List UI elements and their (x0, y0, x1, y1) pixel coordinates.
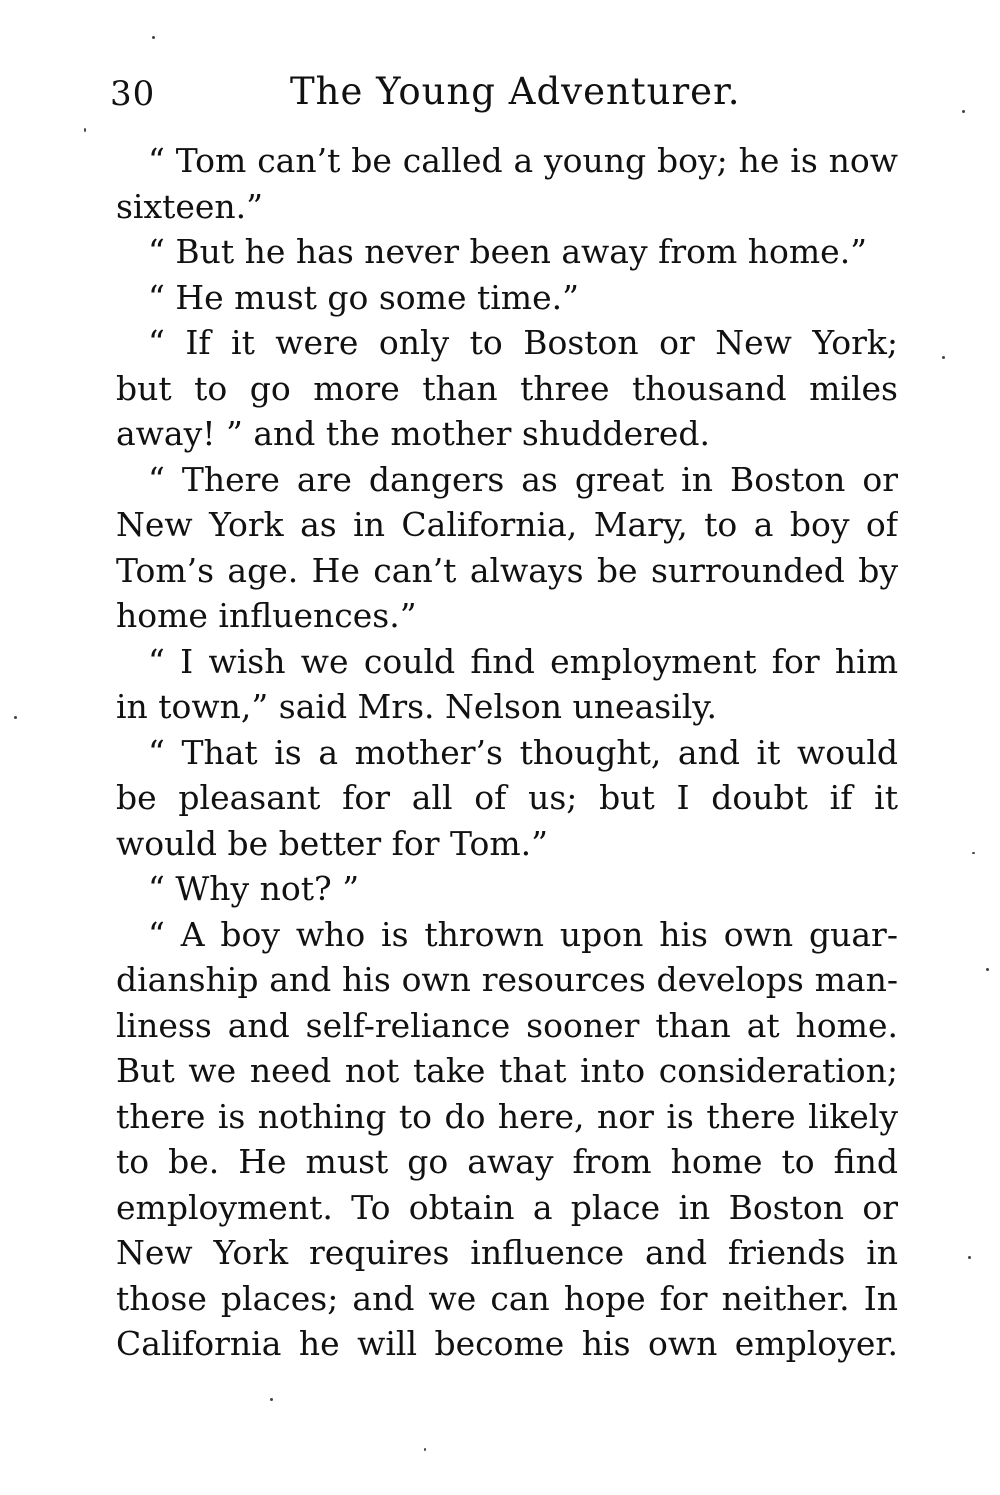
text-line: New York as in California, Mary, to a boy of (116, 505, 898, 544)
text-line: But we need not take that into consideration; (116, 1051, 898, 1090)
text-line: but to go more than three thousand miles (116, 368, 898, 408)
text-line: “ Why not? ” (148, 869, 360, 908)
text-line: liness and self-reliance sooner than at home. (116, 1005, 898, 1045)
text-line: “ He must go some time.” (148, 277, 579, 317)
text-line: “ Tom can’t be called a young boy; he is now (148, 141, 898, 180)
scan-speck (424, 1448, 426, 1451)
scan-speck (942, 356, 945, 359)
scan-speck (972, 852, 975, 854)
text-line: “ There are dangers as great in Boston or (148, 459, 898, 499)
body-text (116, 138, 898, 1367)
page-header (110, 68, 900, 118)
text-line: would be better for Tom.” (116, 823, 548, 863)
text-line: those places; and we can hope for neither. In (116, 1278, 898, 1318)
text-line: be pleasant for all of us; but I doubt if it (116, 778, 898, 817)
scan-speck (152, 36, 155, 39)
text-line: “ But he has never been away from home.” (148, 232, 868, 271)
text-line: there is nothing to do here, nor is there likely (116, 1096, 898, 1136)
text-line: “ That is a mother’s thought, and it would (148, 732, 898, 772)
text-line: Tom’s age. He can’t always be surrounded by (116, 550, 898, 590)
text-line: California he will become his own employer. (116, 1324, 898, 1363)
scan-speck (84, 128, 86, 132)
text-line: in town,” said Mrs. Nelson uneasily. (116, 687, 718, 726)
scan-speck (968, 1256, 971, 1259)
text-line: New York requires influence and friends in (116, 1233, 898, 1272)
scan-speck (986, 968, 989, 971)
text-line: home influences.” (116, 596, 417, 635)
text-line: employment. To obtain a place in Boston or (116, 1187, 898, 1227)
text-line: “ If it were only to Boston or New York; (148, 323, 898, 362)
text-line: away! ” and the mother shuddered. (116, 414, 711, 453)
text-line: to be. He must go away from home to find (116, 1142, 898, 1181)
text-line: “ I wish we could find employment for him (148, 641, 898, 681)
scan-speck (14, 716, 17, 719)
page-number: 30 (110, 74, 156, 114)
scan-speck (270, 1398, 273, 1401)
scan-speck (962, 110, 965, 113)
text-line: sixteen.” (116, 186, 264, 226)
text-line: “ A boy who is thrown upon his own guar- (148, 914, 898, 954)
text-line: dianship and his own resources develops man- (116, 960, 898, 999)
running-title: The Young Adventurer. (290, 70, 741, 113)
